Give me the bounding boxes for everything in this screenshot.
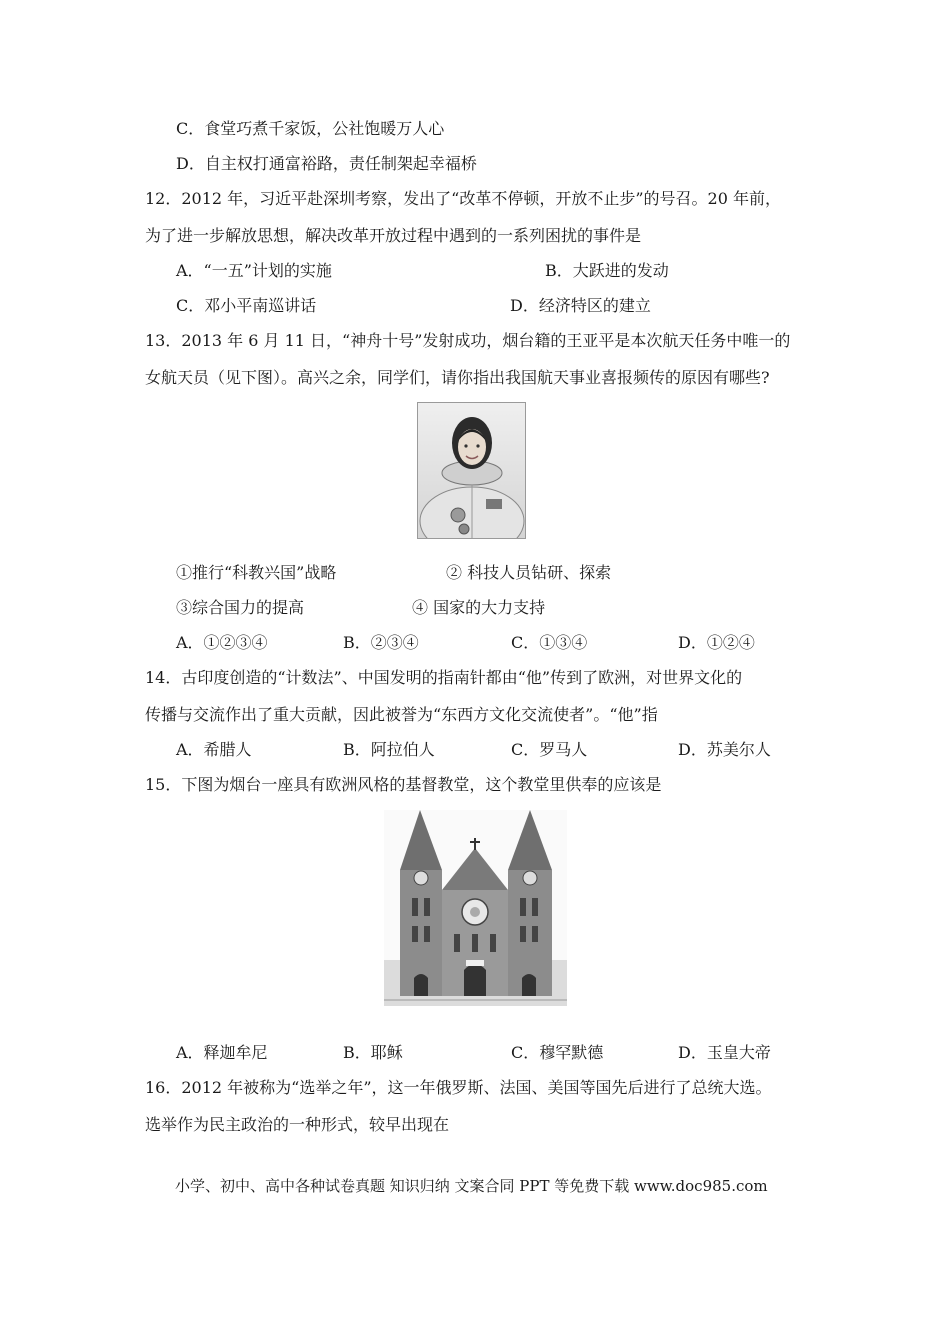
q13-item-2: ② 科技人员钻研、探索	[446, 563, 612, 582]
q12-option-b: B．大跃进的发动	[545, 261, 669, 280]
q12-option-c: C．邓小平南巡讲话	[176, 296, 317, 315]
q11-option-c: C．食堂巧煮千家饭，公社饱暖万人心	[176, 119, 445, 138]
q14-option-a: A．希腊人	[176, 740, 252, 759]
page-footer: 小学、初中、高中各种试卷真题 知识归纳 文案合同 PPT 等免费下载 www.doc985.com	[175, 1177, 768, 1195]
q14-stem-line2: 传播与交流作出了重大贡献，因此被誉为“东西方文化交流使者”。“他”指	[145, 705, 658, 724]
q13-item-1: ①推行“科教兴国”战略	[176, 563, 337, 582]
q13-item-4: ④ 国家的大力支持	[412, 598, 546, 617]
q13-option-b: B．②③④	[343, 633, 419, 652]
q12-stem-line1: 12．2012 年，习近平赴深圳考察，发出了“改革不停顿，开放不止步”的号召。20 年前，	[145, 189, 781, 208]
q15-option-b: B．耶稣	[343, 1043, 403, 1062]
church-illustration	[384, 810, 567, 1006]
q13-option-c: C．①③④	[511, 633, 588, 652]
q12-option-d: D．经济特区的建立	[510, 296, 651, 315]
q14-option-c: C．罗马人	[511, 740, 588, 759]
church-photo	[384, 810, 567, 1006]
q14-option-b: B．阿拉伯人	[343, 740, 435, 759]
astronaut-illustration	[418, 403, 525, 538]
q12-stem-line2: 为了进一步解放思想，解决改革开放过程中遇到的一系列困扰的事件是	[145, 226, 642, 245]
q15-stem-line1: 15．下图为烟台一座具有欧洲风格的基督教堂，这个教堂里供奉的应该是	[145, 775, 662, 794]
q13-stem-line2: 女航天员（见下图）。高兴之余，同学们，请你指出我国航天事业喜报频传的原因有哪些?	[145, 368, 770, 387]
q15-option-c: C．穆罕默德	[511, 1043, 604, 1062]
q12-option-a: A．“一五”计划的实施	[176, 261, 332, 280]
q15-option-a: A．释迦牟尼	[176, 1043, 268, 1062]
astronaut-photo	[417, 402, 526, 539]
q15-option-d: D．玉皇大帝	[678, 1043, 771, 1062]
q13-stem-line1: 13．2013 年 6 月 11 日，“神舟十号”发射成功，烟台籍的王亚平是本次航天任务中唯一的	[145, 331, 791, 350]
q13-option-d: D．①②④	[678, 633, 755, 652]
q11-option-d: D．自主权打通富裕路，责任制架起幸福桥	[176, 154, 477, 173]
q16-stem-line1: 16．2012 年被称为“选举之年”，这一年俄罗斯、法国、美国等国先后进行了总统大选。	[145, 1078, 772, 1097]
q16-stem-line2: 选举作为民主政治的一种形式，较早出现在	[145, 1115, 450, 1134]
q14-stem-line1: 14．古印度创造的“计数法”、中国发明的指南针都由“他”传到了欧洲，对世界文化的	[145, 668, 743, 687]
q13-item-3: ③综合国力的提高	[176, 598, 305, 617]
q14-option-d: D．苏美尔人	[678, 740, 771, 759]
q13-option-a: A．①②③④	[176, 633, 268, 652]
